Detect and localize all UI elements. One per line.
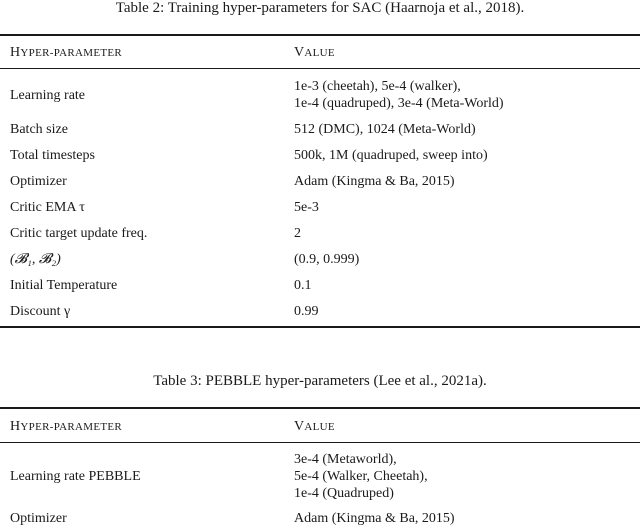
table-2-header-rule xyxy=(0,68,640,69)
table-2-row-critic-ema-param: Critic EMA τ xyxy=(10,200,85,215)
table-2-row-discount-value: 0.99 xyxy=(294,304,319,319)
table-2-row-learning-rate-value-line1: 1e-3 (cheetah), 5e-4 (walker), xyxy=(294,79,461,94)
table-2-row-learning-rate-value-line2: 1e-4 (quadruped), 3e-4 (Meta-World) xyxy=(294,96,504,111)
table-3-caption: Table 3: PEBBLE hyper-parameters (Lee et al., 2021a). xyxy=(153,373,487,389)
table-2-row-optimizer-value: Adam (Kingma & Ba, 2015) xyxy=(294,174,455,189)
header-rest: YPER-PARAMETER xyxy=(20,47,123,59)
table-2-row-critic-ema-value: 5e-3 xyxy=(294,200,319,215)
header-rest: ALUE xyxy=(304,47,335,59)
header-initial: H xyxy=(10,419,21,434)
table-3-row-learning-rate-param: Learning rate PEBBLE xyxy=(10,469,141,484)
header-initial: V xyxy=(294,419,305,434)
table-2-bottom-rule xyxy=(0,326,640,328)
table-2-row-initial-temperature-param: Initial Temperature xyxy=(10,278,118,293)
table-2-row-total-timesteps-param: Total timesteps xyxy=(10,148,95,163)
table-2-row-optimizer-param: Optimizer xyxy=(10,174,67,189)
header-initial: V xyxy=(294,45,305,60)
table-3-row-learning-rate-value-line3: 1e-4 (Quadruped) xyxy=(294,486,394,501)
table-2-header-value xyxy=(294,45,335,61)
table-2-row-learning-rate-param: Learning rate xyxy=(10,88,86,103)
table-3-row-optimizer-value: Adam (Kingma & Ba, 2015) xyxy=(294,511,455,526)
table-3-row-learning-rate-value-line1: 3e-4 (Metaworld), xyxy=(294,452,397,467)
table-3-top-rule xyxy=(0,407,640,409)
table-3-row-optimizer-param: Optimizer xyxy=(10,511,67,526)
table-2-row-betas-value: (0.9, 0.999) xyxy=(294,252,360,267)
table-3-header-hyperparameter xyxy=(10,419,122,435)
table-2-row-critic-target-update-param: Critic target update freq. xyxy=(10,226,148,241)
table-2-header-hyperparameter xyxy=(10,45,122,61)
table-2-row-initial-temperature-value: 0.1 xyxy=(294,278,312,293)
table-2-row-critic-target-update-value: 2 xyxy=(294,226,301,241)
header-initial: H xyxy=(10,45,21,60)
table-2-caption: Table 2: Training hyper-parameters for SAC (Haarnoja et al., 2018). xyxy=(115,0,525,16)
header-rest: ALUE xyxy=(304,421,335,433)
table-2-row-batch-size-param: Batch size xyxy=(10,122,68,137)
table-2-row-batch-size-value: 512 (DMC), 1024 (Meta-World) xyxy=(294,122,476,137)
table-3-header-value xyxy=(294,419,335,435)
table-2-row-betas-param: (𝓑₁, 𝓑₂) xyxy=(10,252,61,267)
table-3-row-learning-rate-value-line2: 5e-4 (Walker, Cheetah), xyxy=(294,469,428,484)
table-2-top-rule xyxy=(0,34,640,36)
header-rest: YPER-PARAMETER xyxy=(20,421,123,433)
table-2-row-total-timesteps-value: 500k, 1M (quadruped, sweep into) xyxy=(294,148,488,163)
table-3-header-rule xyxy=(0,442,640,443)
table-2-row-discount-param: Discount γ xyxy=(10,304,71,319)
